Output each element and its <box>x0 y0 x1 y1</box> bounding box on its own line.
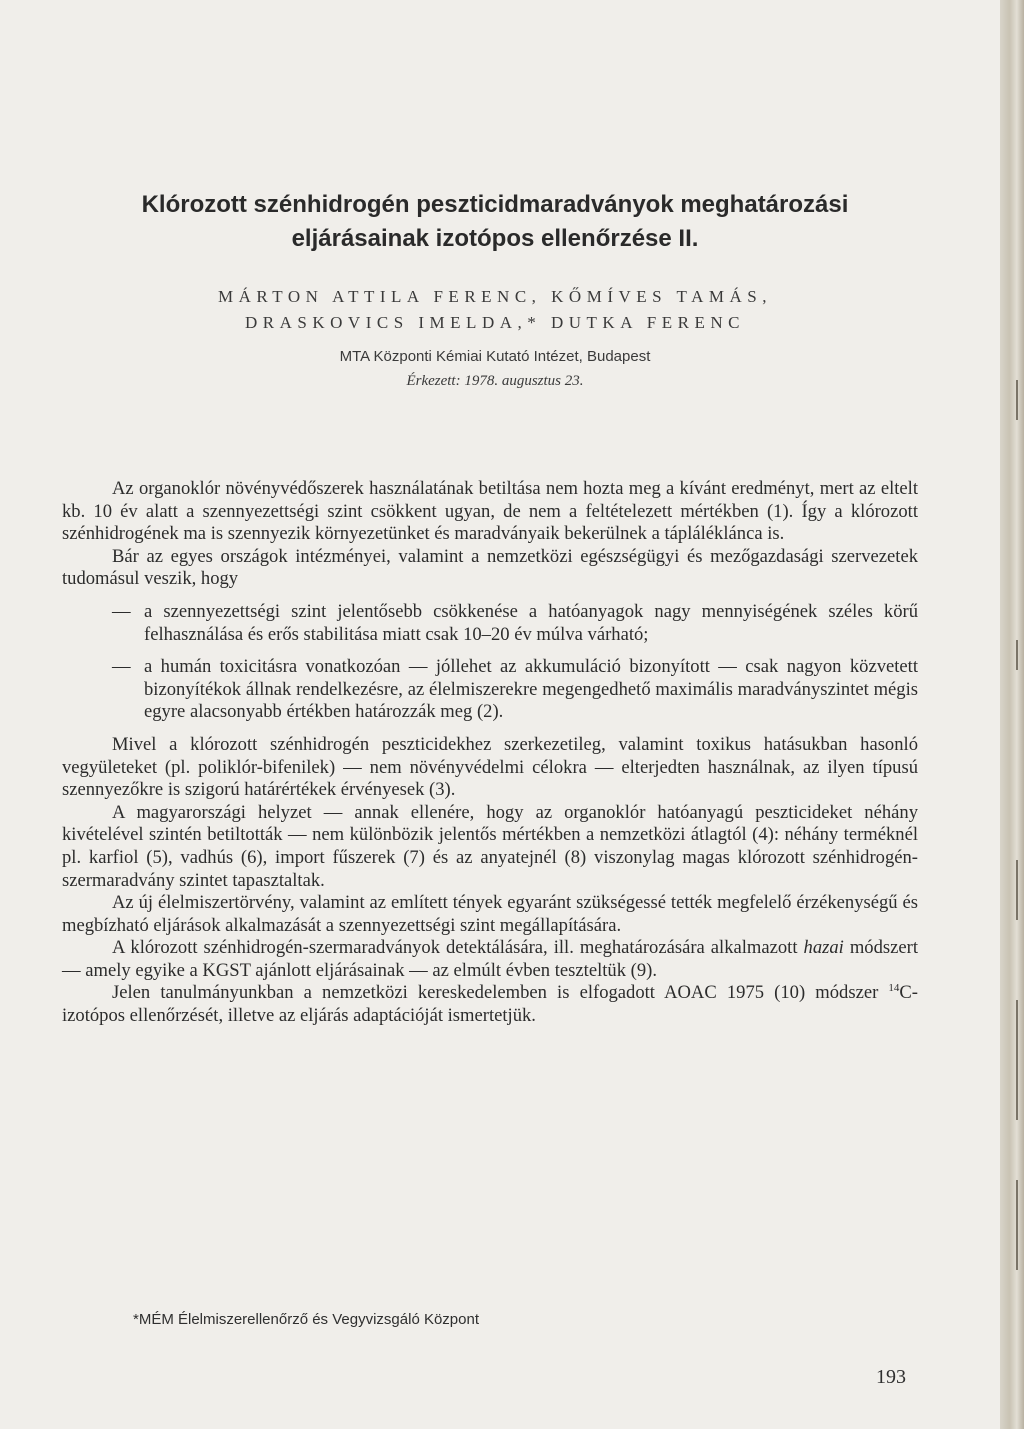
author-list <box>60 284 930 336</box>
received-date: Érkezett: 1978. augusztus 23. <box>406 373 584 389</box>
affiliation: MTA Központi Kémiai Kutató Intézet, Budapest <box>339 348 651 365</box>
binding-mark <box>1016 1180 1018 1270</box>
paragraph-2: Bár az egyes országok intézményei, valamint a nemzetközi egészségügyi és mezőgazdasági szervezetek tudomásul veszik, hogy <box>62 545 918 590</box>
paragraph-6-italic: hazai <box>803 937 844 959</box>
isotope-superscript: 14 <box>888 982 900 995</box>
paragraph-6-text-a: A klórozott szénhidrogén-szermaradványok detektálására, ill. meghatározására alkalmazott <box>112 937 804 959</box>
paragraph-3: Mivel a klórozott szénhidrogén peszticidekhez szerkezetileg, valamint toxikus hatásukban hasonló vegyületeket (pl. poliklór-bifenilek) — nem növényvédelmi célokra — elterjedten használnak, az ilyen típusú szennyezőkre is szigorú határértékek érvényesek (3). <box>62 733 918 801</box>
book-binding-edge <box>1000 0 1024 1429</box>
article-body <box>62 478 918 1028</box>
binding-mark <box>1016 640 1018 670</box>
paragraph-4: A magyarországi helyzet — annak ellenére, hogy az organoklór hatóanyagú peszticideket néhány kivételével szintén betiltották — nem különbözik jelentős mértékben a nemzetközi átlagtól (4): néhány terméknél pl. karfiol (5), vadhús (6), import fűszerek (7) és az anyatejnél (8) viszonylag magas klórozott szénhidrogén-szermaradvány szintet tapasztaltak. <box>62 801 918 891</box>
paragraph-7-text-a: Jelen tanulmányunkban a nemzetközi kereskedelemben is elfogadott AOAC 1975 (10) módszer <box>112 982 889 1004</box>
paragraph-7-text-b: C-izotópos ellenőrzését, illetve az eljárás adaptációját ismertetjük. <box>62 982 918 1027</box>
binding-mark <box>1016 1000 1018 1120</box>
dash-marker: — <box>112 600 131 622</box>
page-number: 193 <box>876 1366 906 1388</box>
authors-line-1: MÁRTON ATTILA FERENC, KŐMÍVES TAMÁS, <box>218 287 772 306</box>
footnote: *MÉM Élelmiszerellenőrző és Vegyvizsgáló Központ <box>133 1311 479 1328</box>
paragraph-6 <box>62 937 918 982</box>
binding-mark <box>1016 380 1018 420</box>
authors-line-2: DRASKOVICS IMELDA,* DUTKA FERENC <box>245 313 745 332</box>
list-item-text: a szennyezettségi szint jelentősebb csökkenése a hatóanyagok nagy mennyiségének széles körű felhasználása és erős stabilitása miatt csak 10–20 év múlva várható; <box>144 600 918 645</box>
list-item-text: a humán toxicitásra vonatkozóan — jóllehet az akkumuláció bizonyított — csak nagyon közvetett bizonyítékok állnak rendelkezésre, az élelmiszerekre megengedhető maximális maradványszintet mégis egyre alacsonyabb értékben határozzák meg (2). <box>144 656 918 723</box>
paragraph-6-text-b: módszert — amely egyike a KGST ajánlott eljárásainak — az elmúlt évben teszteltük (9). <box>62 937 918 981</box>
dash-list <box>62 601 918 724</box>
list-item <box>62 656 918 724</box>
paragraph-7 <box>62 982 918 1027</box>
title-line-1: Klórozott szénhidrogén peszticidmaradványok meghatározási <box>141 191 849 218</box>
list-item <box>62 601 918 646</box>
binding-mark <box>1016 860 1018 920</box>
paragraph-5: Az új élelmiszertörvény, valamint az említett tények egyaránt szükségessé tették megfelelő érzékenységű és megbízható eljárások alkalmazását a szennyezettségi szint megállapítására. <box>62 892 918 936</box>
title-line-2: eljárásainak izotópos ellenőrzése II. <box>291 225 699 252</box>
paragraph-1: Az organoklór növényvédőszerek használatának betiltása nem hozta meg a kívánt eredményt, mert az eltelt kb. 10 év alatt a szennyezettségi szint csökkent ugyan, de nem a feltételezett mértékben (1). Így a klórozott szénhidrogének ma is szennyezik környezetünket és maradványaik bekerülnek a tápláléklánca is. <box>62 478 918 545</box>
article-title <box>60 188 930 256</box>
dash-marker: — <box>112 656 131 678</box>
